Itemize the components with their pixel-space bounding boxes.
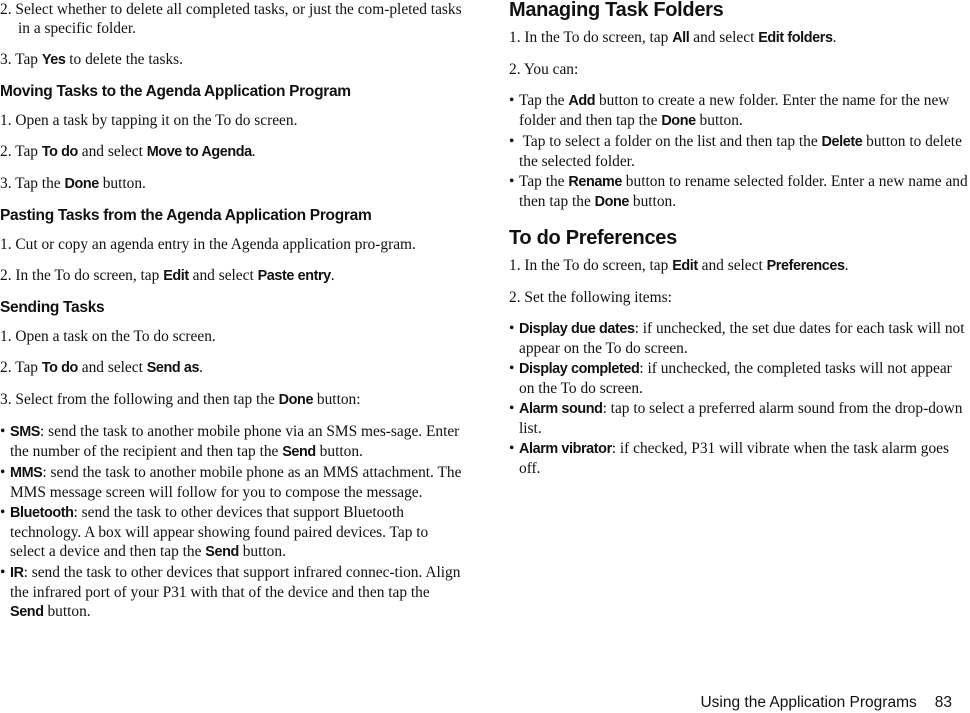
list-item: • Tap to select a folder on the list and then tap the Delete button to delete the selected folder. (509, 133, 962, 170)
list-item: • SMS: send the task to another mobile phone via an SMS mes-sage. Enter the number of the recipient and then tap the Send button. (0, 423, 460, 460)
pasting-step-1: 1. Cut or copy an agenda entry in the Agenda application pro-gram. (0, 236, 416, 253)
list-item: • Tap the Rename button to rename selected folder. Enter a new name and then tap the Done button. (509, 173, 968, 210)
list-item: • Tap the Add button to create a new folder. Enter the name for the new folder and then tap the Done button. (509, 92, 950, 129)
folders-step-2: 2. You can: (509, 61, 579, 78)
moving-step-2: 2. Tap To do and select Move to Agenda. (0, 143, 256, 160)
page-footer (700, 693, 952, 712)
pasting-tasks-heading: Pasting Tasks from the Agenda Application Program (0, 207, 372, 224)
list-item: • Alarm vibrator: if checked, P31 will vibrate when the task alarm goes off. (509, 440, 949, 477)
left-column (0, 0, 462, 622)
prefs-step-1: 1. In the To do screen, tap Edit and select Preferences. (509, 257, 849, 274)
delete-step-3: 3. Tap Yes to delete the tasks. (0, 51, 183, 68)
sending-step-3: 3. Select from the following and then tap the Done button: (0, 391, 361, 408)
moving-step-1: 1. Open a task by tapping it on the To do screen. (0, 112, 298, 129)
right-column (509, 0, 970, 478)
delete-step-2: 2. Select whether to delete all completed tasks, or just the com-pleted tasks in a specific folder. (0, 1, 462, 37)
footer-title: Using the Application Programs (700, 694, 917, 711)
todo-preferences-heading: To do Preferences (509, 227, 677, 249)
list-item: • Display completed: if unchecked, the completed tasks will not appear on the To do screen. (509, 360, 952, 397)
sending-step-1: 1. Open a task on the To do screen. (0, 328, 216, 345)
pasting-step-2: 2. In the To do screen, tap Edit and select Paste entry. (0, 267, 335, 284)
managing-folders-heading: Managing Task Folders (509, 0, 724, 21)
list-item: • IR: send the task to other devices that support infrared connec-tion. Align the infrared port of your P31 with that of the device and then tap the Send button. (0, 564, 461, 620)
sending-options-list (0, 422, 462, 622)
moving-step-3: 3. Tap the Done button. (0, 175, 146, 192)
sending-step-2: 2. Tap To do and select Send as. (0, 359, 203, 376)
preference-items-list (509, 319, 970, 478)
list-item: • Display due dates: if unchecked, the set due dates for each task will not appear on the To do screen. (509, 320, 965, 357)
prefs-step-2: 2. Set the following items: (509, 289, 672, 306)
list-item: • Bluetooth: send the task to other devices that support Bluetooth technology. A box will appear showing found paired devices. Tap to select a device and then tap the Send button. (0, 504, 429, 560)
page-number: 83 (934, 694, 952, 711)
list-item: • Alarm sound: tap to select a preferred alarm sound from the drop-down list. (509, 400, 963, 437)
list-item: • MMS: send the task to another mobile phone as an MMS attachment. The MMS message screen will follow for you to compose the message. (0, 464, 462, 501)
sending-tasks-heading: Sending Tasks (0, 299, 105, 316)
folders-step-1: 1. In the To do screen, tap All and select Edit folders. (509, 29, 837, 46)
moving-tasks-heading: Moving Tasks to the Agenda Application Program (0, 83, 351, 100)
folder-options-list (509, 91, 970, 212)
